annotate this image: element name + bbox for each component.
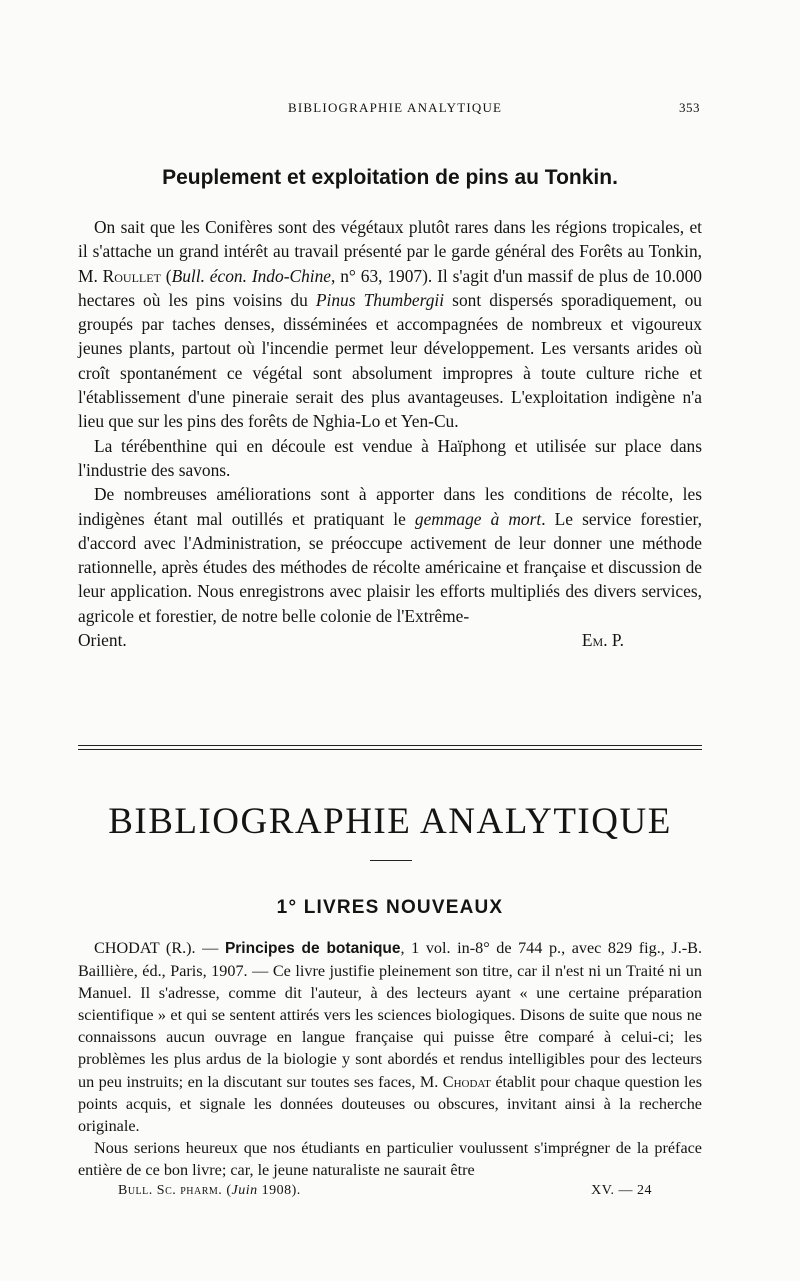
- p1-text-a: On sait que les Conifères sont des végétaux plutôt rares dans les régions tropicales, et il s'attache un grand intérêt au travail présenté par le garde général des Forêts au Tonkin, M.: [78, 217, 702, 286]
- book-entry: [78, 937, 702, 1137]
- article-paragraph-1: [78, 215, 702, 434]
- p1-text-d: sont dispersés sporadiquement, ou groupés par taches denses, disséminées et accompagnées de nombreux et vigoureux jeunes plants, partout où l'incendie permet leur développement. Les versants arides où croît spontanément ce végétal sont absolument impropres à toute culture riche et l'établissement d'une pineraie serait des plus avantageuses. L'exploitation indigène n'a lieu que sur les pins des forêts de Nghia-Lo et Yen-Cu.: [78, 289, 703, 432]
- running-head: [78, 100, 702, 120]
- running-head-title: BIBLIOGRAPHIE ANALYTIQUE: [288, 100, 503, 115]
- title-underline: [370, 860, 412, 861]
- species-name: Pinus Thumbergii: [315, 289, 445, 310]
- section-divider: [78, 745, 702, 750]
- section-heading: 1° LIVRES NOUVEAUX: [276, 897, 504, 918]
- p3-last-word: Orient.: [78, 630, 127, 651]
- signature: Em. P.: [581, 630, 624, 651]
- footer-volume: XV. — 24: [591, 1183, 652, 1198]
- entry-paragraph-2: Nous serions heureux que nos étudiants en particulier voulussent s'imprégner de la préface entière de ce bon livre; car, le jeune naturaliste ne saurait être: [78, 1138, 702, 1179]
- gemmage-term: gemmage à mort: [414, 508, 542, 529]
- p3-text-a: De nombreuses améliorations sont à apporter dans les conditions de récolte, les indigènes étant mal outillés et pratiquant le: [78, 484, 702, 529]
- journal-footer: [118, 1183, 301, 1199]
- entry-text-a: , 1 vol. in-8° de 744 p., avec 829 fig., J.-B. Baillière, éd., Paris, 1907. — Ce livre justifie pleinement son titre, car il n'est ni un Traité ni un Manuel. Il s'adresse, comme dit l'auteur, à des lecteurs ayant « une certaine préparation scientifique » et qui se sentent attirés vers les sciences biologiques. Disons de suite que nous ne connaissons aucun ouvrage en langue française qui puisse être comparé à celui-ci; les problèmes les plus ardus de la biologie y sont abordés et rendus intelligibles pour des lecteurs un peu instruits; en la discutant sur toutes ses faces, M.: [78, 939, 703, 1091]
- footer-date: Juin: [231, 1183, 258, 1198]
- footer-bull: Bull. Sc. pharm.: [118, 1183, 223, 1198]
- journal-name: Bull. écon. Indo-Chine: [171, 265, 332, 286]
- article-body: [78, 215, 702, 652]
- page-footer: [118, 1183, 652, 1203]
- page-number: 353: [679, 100, 700, 115]
- footer-year: 1908).: [257, 1183, 301, 1198]
- p1-text-b: (: [160, 265, 172, 286]
- bibliography-body: [78, 937, 702, 1181]
- entry-author-chodat: Chodat: [442, 1072, 491, 1091]
- entry-text-b: établit pour chaque question les points acquis, et signale les données douteuses ou obscures, invitant ainsi à la recherche originale.: [78, 1072, 703, 1135]
- article-paragraph-3: [78, 482, 702, 628]
- article-signoff: [78, 628, 702, 652]
- entry-initial: (R.). —: [159, 939, 225, 957]
- entry-author: CHODAT: [94, 939, 160, 957]
- author-roullet: Roullet: [102, 265, 161, 286]
- entry-book-title: Principes de botanique: [224, 940, 401, 957]
- article-title: Peuplement et exploitation de pins au Tonkin.: [162, 166, 618, 189]
- p3-text-b: . Le service forestier, d'accord avec l'Administration, se préoccupe activement de leur donner une méthode rationnelle, après études des méthodes de récolte américaine et française et discussion de leur application. Nous enregistrons avec plaisir les efforts multipliés des divers services, agricole et forestier, de notre belle colonie de l'Extrême-: [78, 508, 702, 626]
- article-paragraph-2: La térébenthine qui en découle est vendue à Haïphong et utilisée sur place dans l'industrie des savons.: [78, 435, 702, 480]
- footer-paren: (: [222, 1183, 232, 1198]
- p1-text-c: , n° 63, 1907). Il s'agit d'un massif de plus de 10.000 hectares où les pins voisins du: [78, 265, 702, 310]
- bibliography-title: BIBLIOGRAPHIE ANALYTIQUE: [108, 801, 672, 842]
